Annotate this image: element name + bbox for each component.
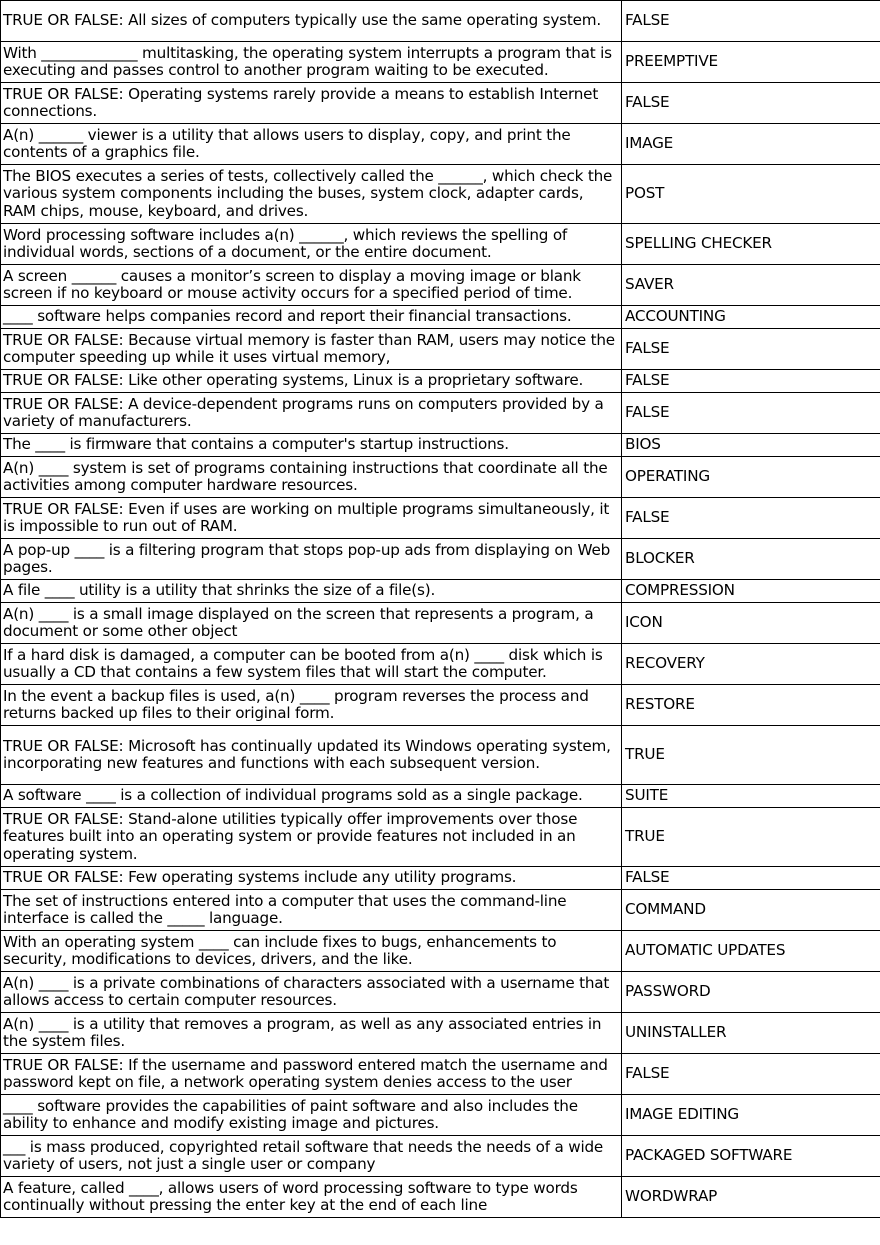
answer-cell: FALSE [622,329,880,370]
question-cell: A software ____ is a collection of individual programs sold as a single package. [1,785,622,808]
table-row [1,890,880,931]
question-cell: TRUE OR FALSE: A device-dependent programs runs on computers provided by a variety of manufacturers. [1,393,622,434]
table-row [1,972,880,1013]
table-row [1,1054,880,1095]
table-row [1,370,880,393]
table-row [1,1013,880,1054]
table-row [1,1,880,42]
answer-cell: UNINSTALLER [622,1013,880,1054]
table-row [1,124,880,165]
table-row [1,224,880,265]
table-row [1,1136,880,1177]
question-cell: A pop-up ____ is a filtering program that stops pop-up ads from displaying on Web pages. [1,539,622,580]
question-cell: In the event a backup files is used, a(n) ____ program reverses the process and returns backed up files to their original form. [1,685,622,726]
table-row [1,457,880,498]
table-row [1,931,880,972]
table-row [1,580,880,603]
table-row [1,265,880,306]
answer-cell: TRUE [622,726,880,785]
answer-cell: COMPRESSION [622,580,880,603]
table-row [1,83,880,124]
table-row [1,726,880,785]
answer-cell: IMAGE EDITING [622,1095,880,1136]
question-cell: A(n) ____ is a private combinations of characters associated with a username that allows access to certain computer resources. [1,972,622,1013]
table-row [1,306,880,329]
question-cell: With _____________ multitasking, the operating system interrupts a program that is executing and passes control to another program waiting to be executed. [1,42,622,83]
question-cell: TRUE OR FALSE: All sizes of computers typically use the same operating system. [1,1,622,42]
table-row [1,498,880,539]
answer-cell: SUITE [622,785,880,808]
question-cell: A(n) ____ system is set of programs containing instructions that coordinate all the activities among computer hardware resources. [1,457,622,498]
question-cell: The ____ is firmware that contains a computer's startup instructions. [1,434,622,457]
table-row [1,1177,880,1218]
answer-cell: ACCOUNTING [622,306,880,329]
table-row [1,329,880,370]
question-cell: ___ is mass produced, copyrighted retail software that needs the needs of a wide variety of users, not just a single user or company [1,1136,622,1177]
question-cell: A(n) ____ is a small image displayed on the screen that represents a program, a document or some other object [1,603,622,644]
question-cell: A feature, called ____, allows users of word processing software to type words continually without pressing the enter key at the end of each line [1,1177,622,1218]
table-row [1,808,880,867]
question-cell: TRUE OR FALSE: Few operating systems include any utility programs. [1,867,622,890]
answer-cell: BLOCKER [622,539,880,580]
question-cell: If a hard disk is damaged, a computer can be booted from a(n) ____ disk which is usually a CD that contains a few system files that will start the computer. [1,644,622,685]
table-row [1,644,880,685]
table-row [1,785,880,808]
answer-cell: RESTORE [622,685,880,726]
answer-cell: FALSE [622,498,880,539]
table-row [1,434,880,457]
answer-cell: FALSE [622,83,880,124]
question-cell: TRUE OR FALSE: Operating systems rarely provide a means to establish Internet connections. [1,83,622,124]
question-cell: With an operating system ____ can include fixes to bugs, enhancements to security, modifications to devices, drivers, and the like. [1,931,622,972]
table-row [1,603,880,644]
answer-cell: SPELLING CHECKER [622,224,880,265]
answer-cell: AUTOMATIC UPDATES [622,931,880,972]
question-cell: A(n) ______ viewer is a utility that allows users to display, copy, and print the contents of a graphics file. [1,124,622,165]
question-cell: The set of instructions entered into a computer that uses the command-line interface is called the _____ language. [1,890,622,931]
table-row [1,685,880,726]
answer-cell: COMMAND [622,890,880,931]
question-cell: A(n) ____ is a utility that removes a program, as well as any associated entries in the system files. [1,1013,622,1054]
question-cell: TRUE OR FALSE: Even if uses are working on multiple programs simultaneously, it is impossible to run out of RAM. [1,498,622,539]
question-cell: TRUE OR FALSE: Microsoft has continually updated its Windows operating system, incorporating new features and functions with each subsequent version. [1,726,622,785]
question-cell: ____ software helps companies record and report their financial transactions. [1,306,622,329]
answer-cell: FALSE [622,867,880,890]
question-cell: TRUE OR FALSE: Like other operating systems, Linux is a proprietary software. [1,370,622,393]
answer-cell: POST [622,165,880,224]
answer-cell: IMAGE [622,124,880,165]
table-row [1,867,880,890]
table-row [1,42,880,83]
answer-cell: WORDWRAP [622,1177,880,1218]
question-cell: A file ____ utility is a utility that shrinks the size of a file(s). [1,580,622,603]
question-cell: TRUE OR FALSE: Stand-alone utilities typically offer improvements over those features built into an operating system or provide features not included in an operating system. [1,808,622,867]
question-cell: A screen ______ causes a monitor’s screen to display a moving image or blank screen if no keyboard or mouse activity occurs for a specified period of time. [1,265,622,306]
answer-cell: FALSE [622,1,880,42]
table-row [1,539,880,580]
question-cell: The BIOS executes a series of tests, collectively called the ______, which check the various system components including the buses, system clock, adapter cards, RAM chips, mouse, keyboard, and drives. [1,165,622,224]
answer-cell: PASSWORD [622,972,880,1013]
table-row [1,1095,880,1136]
question-cell: TRUE OR FALSE: If the username and password entered match the username and password kept on file, a network operating system denies access to the user [1,1054,622,1095]
answer-cell: BIOS [622,434,880,457]
answer-cell: SAVER [622,265,880,306]
question-cell: ____ software provides the capabilities of paint software and also includes the ability to enhance and modify existing image and pictures. [1,1095,622,1136]
table-row [1,165,880,224]
answer-cell: PREEMPTIVE [622,42,880,83]
question-cell: TRUE OR FALSE: Because virtual memory is faster than RAM, users may notice the computer speeding up while it uses virtual memory, [1,329,622,370]
table-row [1,393,880,434]
answer-cell: TRUE [622,808,880,867]
answer-cell: ICON [622,603,880,644]
answer-cell: FALSE [622,393,880,434]
question-cell: Word processing software includes a(n) ______, which reviews the spelling of individual words, sections of a document, or the entire document. [1,224,622,265]
answer-cell: RECOVERY [622,644,880,685]
answer-cell: FALSE [622,1054,880,1095]
answer-cell: FALSE [622,370,880,393]
answer-cell: PACKAGED SOFTWARE [622,1136,880,1177]
answer-cell: OPERATING [622,457,880,498]
